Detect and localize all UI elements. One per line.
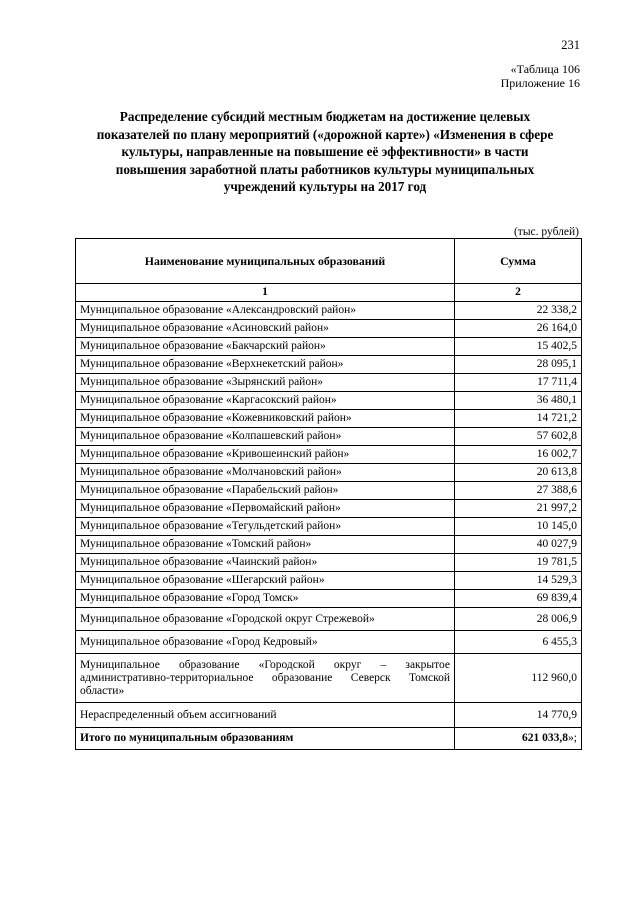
municipality-name: Муниципальное образование «Верхнекетский район» <box>76 356 455 374</box>
subsidy-amount: 10 145,0 <box>455 518 582 536</box>
document-title: Распределение субсидий местным бюджетам на достижение целевых показателей по плану мероприятий («дорожной карте») «Изменения в сфере культуры, направленные на повышение её эффективности» в части повышения заработной платы работников культуры муниципальных учреждений культуры на 2017 год <box>96 109 554 194</box>
table-row <box>76 631 582 654</box>
municipality-name: Муниципальное образование «Городской округ Стрежевой» <box>76 608 455 631</box>
total-amount-cell <box>455 728 582 750</box>
appendix-label: Приложение 16 <box>500 76 580 90</box>
table-row <box>76 302 582 320</box>
municipality-name: Муниципальное образование «Молчановский район» <box>76 464 455 482</box>
subsidy-amount: 27 388,6 <box>455 482 582 500</box>
municipality-name: Муниципальное образование «Колпашевский район» <box>76 428 455 446</box>
table-body <box>76 302 582 728</box>
table-row <box>76 654 582 703</box>
table-row <box>76 500 582 518</box>
subsidy-table <box>75 238 582 750</box>
subsidy-amount: 6 455,3 <box>455 631 582 654</box>
subsidy-amount: 17 711,4 <box>455 374 582 392</box>
table-row <box>76 518 582 536</box>
column-header-amount: Сумма <box>455 239 582 284</box>
column-number-row <box>76 284 582 302</box>
subsidy-amount: 20 613,8 <box>455 464 582 482</box>
table-row <box>76 554 582 572</box>
table-header-row <box>76 239 582 284</box>
total-row <box>76 728 582 750</box>
table-row <box>76 464 582 482</box>
subsidy-amount: 21 997,2 <box>455 500 582 518</box>
subsidy-amount: 14 529,3 <box>455 572 582 590</box>
municipality-name: Муниципальное образование «Шегарский район» <box>76 572 455 590</box>
column-number-2: 2 <box>455 284 582 302</box>
municipality-name: Муниципальное образование «Город Томск» <box>76 590 455 608</box>
total-label: Итого по муниципальным образованиям <box>76 728 455 750</box>
subsidy-amount: 57 602,8 <box>455 428 582 446</box>
municipality-name: Муниципальное образование «Бакчарский район» <box>76 338 455 356</box>
table-row <box>76 446 582 464</box>
table-row <box>76 320 582 338</box>
table-row <box>76 536 582 554</box>
subsidy-amount: 16 002,7 <box>455 446 582 464</box>
table-row <box>76 392 582 410</box>
total-suffix: »; <box>568 732 577 744</box>
table-row <box>76 356 582 374</box>
municipality-name: Муниципальное образование «Город Кедровый» <box>76 631 455 654</box>
column-header-name: Наименование муниципальных образований <box>76 239 455 284</box>
subsidy-amount: 19 781,5 <box>455 554 582 572</box>
municipality-name: Муниципальное образование «Асиновский район» <box>76 320 455 338</box>
table-row <box>76 374 582 392</box>
municipality-name: Муниципальное образование «Парабельский район» <box>76 482 455 500</box>
municipality-name: Муниципальное образование «Городской округ – закрытое административно-территориальное образование Северск Томской области» <box>76 654 455 703</box>
page-number: 231 <box>561 38 580 52</box>
table-row <box>76 410 582 428</box>
units-note: (тыс. рублей) <box>513 226 579 238</box>
municipality-name: Муниципальное образование «Каргасокский район» <box>76 392 455 410</box>
subsidy-amount: 14 721,2 <box>455 410 582 428</box>
municipality-name: Муниципальное образование «Томский район» <box>76 536 455 554</box>
table-row <box>76 608 582 631</box>
subsidy-amount: 28 006,9 <box>455 608 582 631</box>
municipality-name: Муниципальное образование «Чаинский район» <box>76 554 455 572</box>
table-row <box>76 590 582 608</box>
subsidy-amount: 15 402,5 <box>455 338 582 356</box>
subsidy-amount: 36 480,1 <box>455 392 582 410</box>
municipality-name: Муниципальное образование «Кожевниковский район» <box>76 410 455 428</box>
table-label: «Таблица 106 <box>510 62 580 76</box>
subsidy-amount: 22 338,2 <box>455 302 582 320</box>
column-number-1: 1 <box>76 284 455 302</box>
subsidy-amount: 40 027,9 <box>455 536 582 554</box>
municipality-name: Муниципальное образование «Кривошеинский район» <box>76 446 455 464</box>
municipality-name: Муниципальное образование «Зырянский район» <box>76 374 455 392</box>
municipality-name: Нераспределенный объем ассигнований <box>76 703 455 728</box>
municipality-name: Муниципальное образование «Тегульдетский район» <box>76 518 455 536</box>
municipality-name: Муниципальное образование «Александровский район» <box>76 302 455 320</box>
municipality-name: Муниципальное образование «Первомайский район» <box>76 500 455 518</box>
table-row <box>76 572 582 590</box>
table-row <box>76 703 582 728</box>
table-row <box>76 482 582 500</box>
table-row <box>76 428 582 446</box>
subsidy-amount: 26 164,0 <box>455 320 582 338</box>
subsidy-amount: 69 839,4 <box>455 590 582 608</box>
table-row <box>76 338 582 356</box>
subsidy-amount: 112 960,0 <box>455 654 582 703</box>
subsidy-amount: 28 095,1 <box>455 356 582 374</box>
total-amount: 621 033,8 <box>522 732 569 744</box>
table-reference <box>501 62 580 90</box>
subsidy-amount: 14 770,9 <box>455 703 582 728</box>
